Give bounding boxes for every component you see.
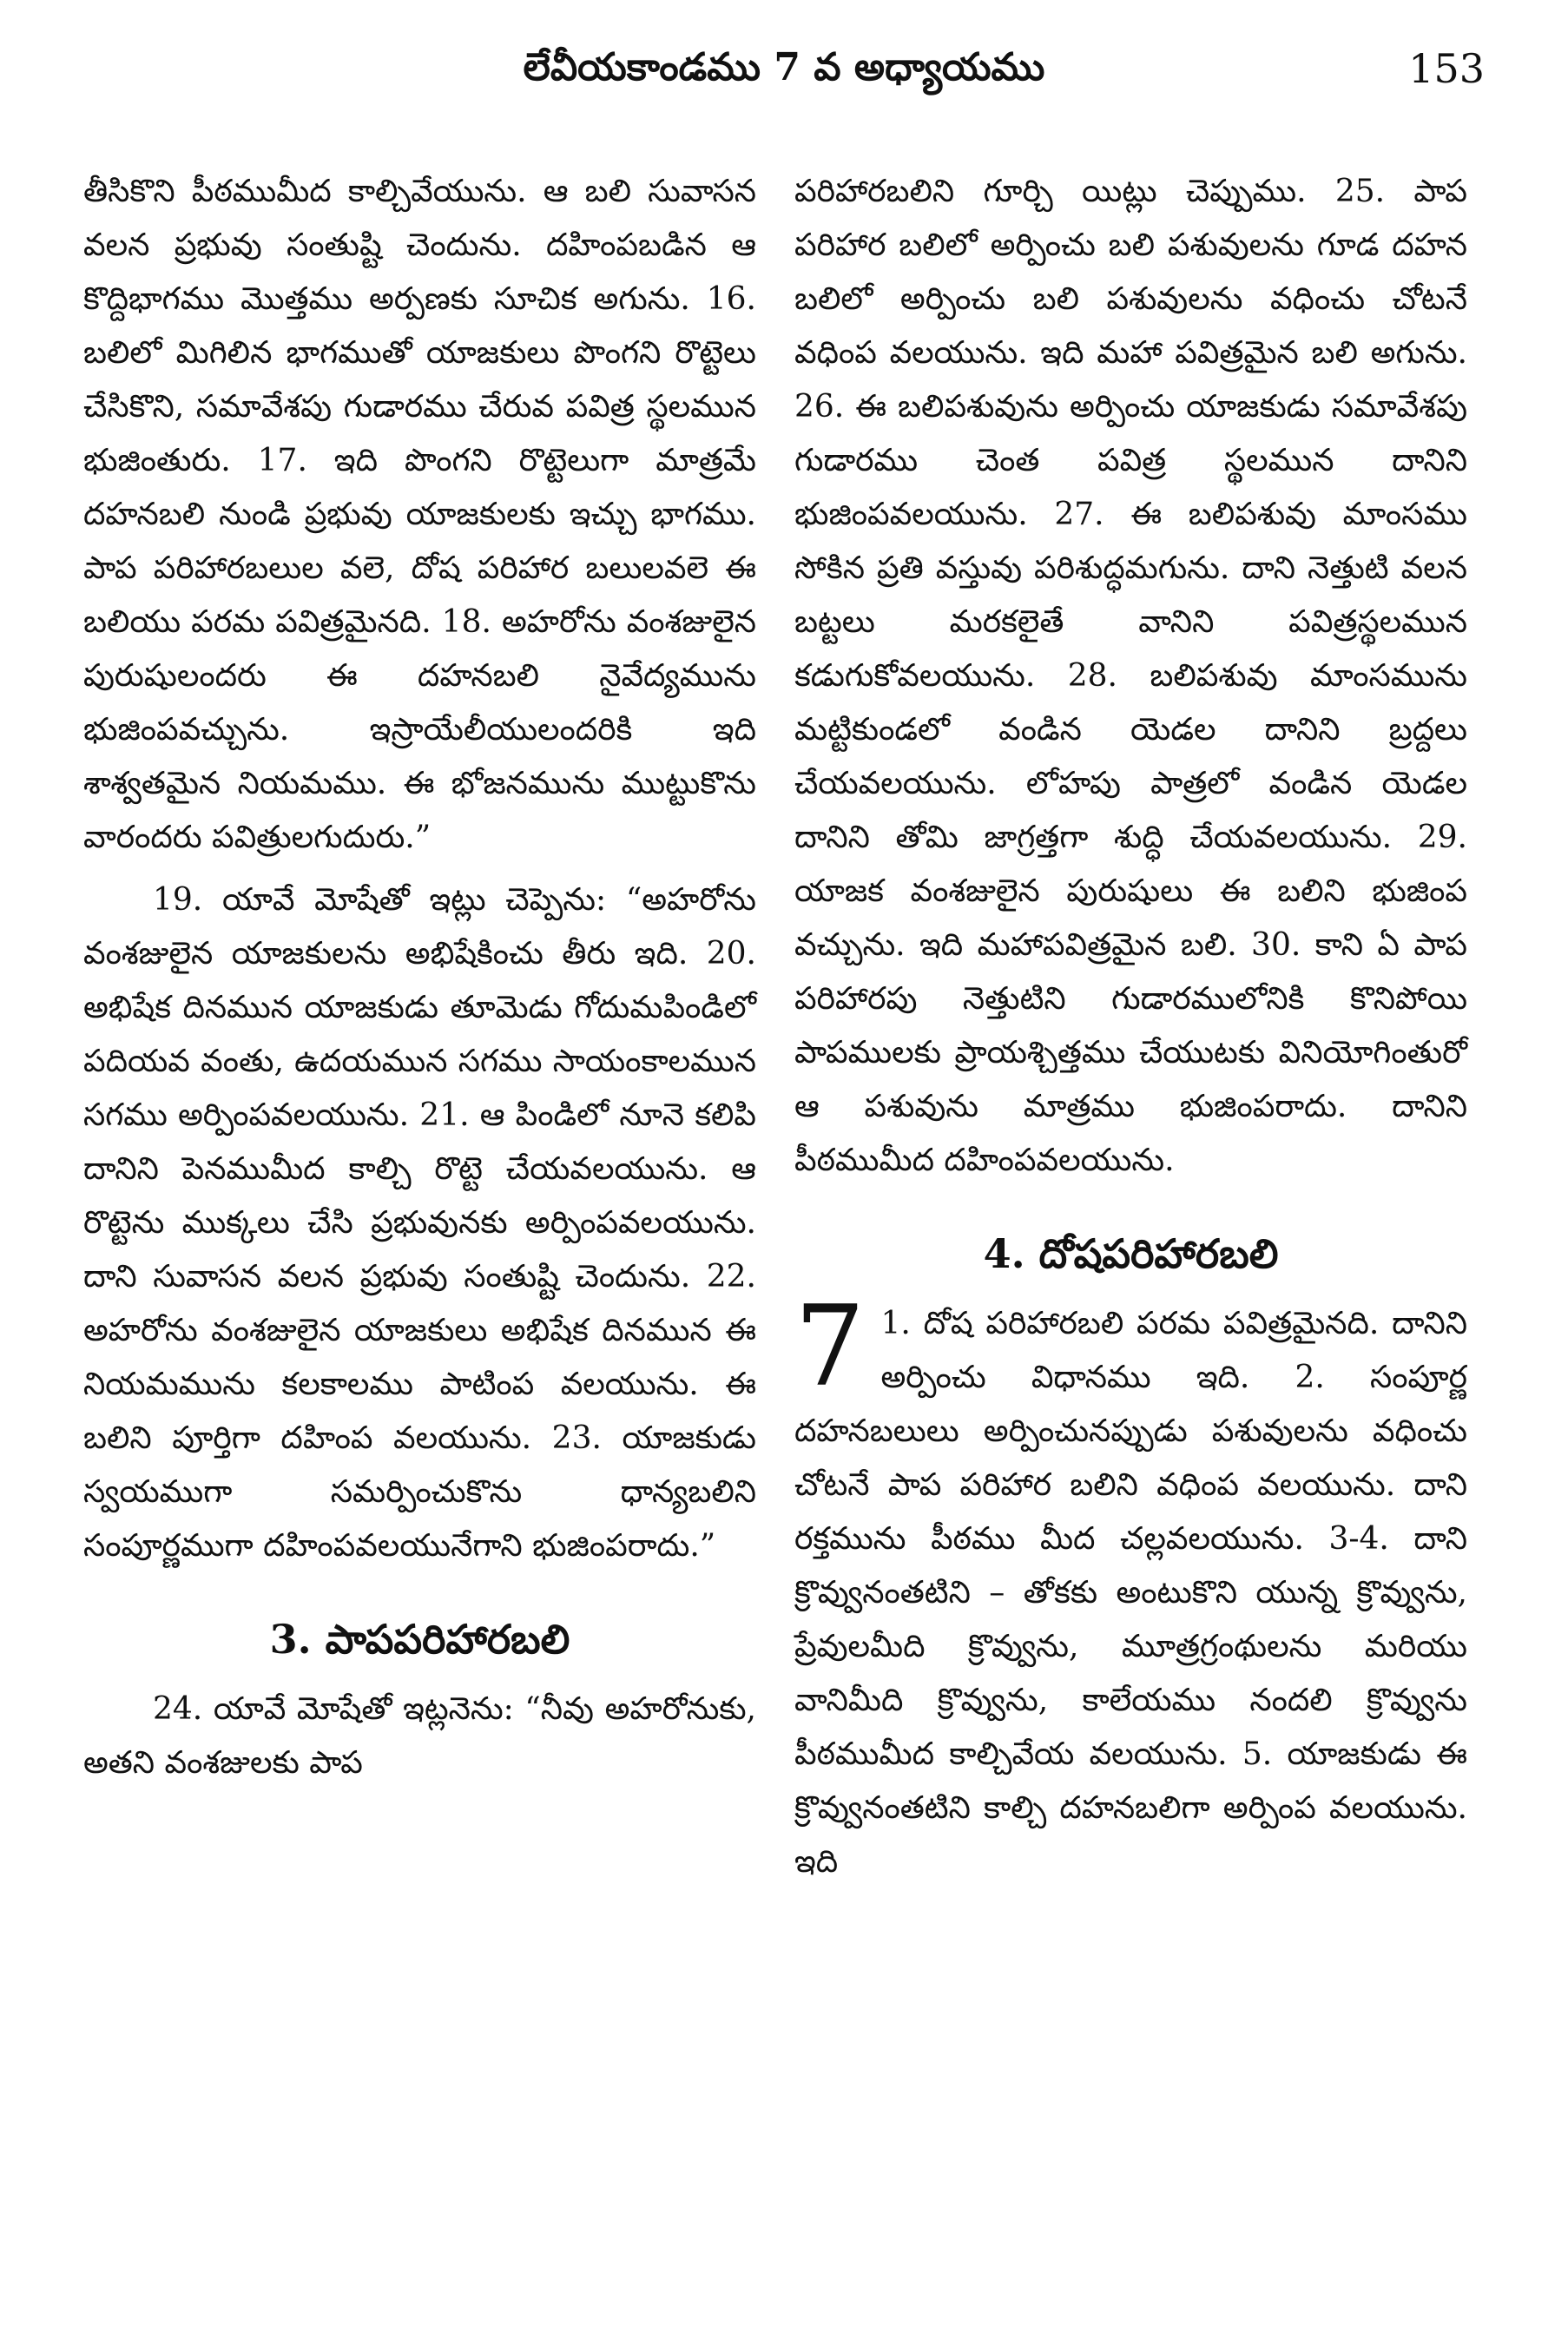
left-paragraph-1: తీసికొని పీఠముమీద కాల్చివేయును. ఆ బలి సువాసన వలన ప్రభువు సంతుష్టి చెందును. దహింపబడిన ఆ కొద్దిభాగము మొత్తము అర్పణకు సూచిక అగును. 16. బలిలో మిగిలిన భాగముతో యాజకులు పొంగని రొట్టెలు చేసికొని, సమావేశపు గుడారము చేరువ పవిత్ర స్థలమున భుజింతురు. 17. ఇది పొంగని రొట్టెలుగా మాత్రమే దహనబలి నుండి ప్రభువు యాజకులకు ఇచ్చు భాగము. పాప పరిహారబలుల వలె, దోష పరిహార బలులవలె ఈ బలియు పరమ పవిత్రమైనది. 18. అహరోను వంశజులైన పురుషులందరు ఈ దహనబలి నైవేద్యమును భుజింపవచ్చును. ఇస్రాయేలీయులందరికి ఇది శాశ్వతమైన నియమము. ఈ భోజనమును ముట్టుకొను వారందరు పవిత్రులగుదురు.”	[83, 174, 756, 855]
section-heading-3: 3. పాపపరిహారబలి	[269, 1616, 570, 1663]
section-heading-4: 4. దోషపరిహారబలి	[983, 1230, 1279, 1277]
chapter-number-dropcap: 7	[794, 1282, 866, 1412]
right-paragraph-2: 1. దోష పరిహారబలి పరమ పవిత్రమైనది. దానిని అర్పించు విధానము ఇది. 2. సంపూర్ణ దహనబలులు అర్పించునప్పుడు పశువులను వధించు చోటనే పాప పరిహార బలిని వధింప వలయును. దాని రక్తమును పీఠము మీద చల్లవలయును. 3-4. దాని క్రొవ్వునంతటిని – తోకకు అంటుకొని యున్న క్రొవ్వును, ప్రేవులమీది క్రొవ్వును, మూత్రగ్రంథులను మరియు వానిమీది క్రొవ్వును, కాలేయము నందలి క్రొవ్వును పీఠముమీద కాల్చివేయ వలయును. 5. యాజకుడు ఈ క్రొవ్వునంతటిని కాల్చి దహనబలిగా అర్పింప వలయును. ఇది	[794, 1306, 1467, 1880]
page-header	[83, 45, 1485, 115]
left-paragraph-3: 24. యావే మోషేతో ఇట్లనెను: “నీవు అహరోనుకు, అతని వంశజులకు పాప	[83, 1691, 756, 1781]
page-number: 153	[1408, 45, 1485, 92]
left-paragraph-2: 19. యావే మోషేతో ఇట్లు చెప్పెను: “అహరోను వంశజులైన యాజకులను అభిషేకించు తీరు ఇది. 20. అభిషేక దినమున యాజకుడు తూమెడు గోదుమపిండిలో పదియవ వంతు, ఉదయమున సగము సాయంకాలమున సగము అర్పింపవలయును. 21. ఆ పిండిలో నూనె కలిపి దానిని పెనముమీద కాల్చి రొట్టె చేయవలయును. ఆ రొట్టెను ముక్కలు చేసి ప్రభువునకు అర్పింపవలయును. దాని సువాసన వలన ప్రభువు సంతుష్టి చెందును. 22. అహరోను వంశజులైన యాజకులు అభిషేక దినమున ఈ నియమమును కలకాలము పాటింప వలయును. ఈ బలిని పూర్తిగా దహింప వలయును. 23. యాజకుడు స్వయముగా సమర్పించుకొను ధాన్యబలిని సంపూర్ణముగా దహింపవలయునేగాని భుజింపరాదు.”	[83, 882, 756, 1564]
left-column	[83, 165, 756, 1799]
chapter-7-opening	[794, 1282, 1467, 1889]
right-paragraph-1: పరిహారబలిని గూర్చి యిట్లు చెప్పుము. 25. పాప పరిహార బలిలో అర్పించు బలి పశువులను గూడ దహన బలిలో అర్పించు బలి పశువులను వధించు చోటనే వధింప వలయును. ఇది మహా పవిత్రమైన బలి అగును. 26. ఈ బలిపశువును అర్పించు యాజకుడు సమావేశపు గుడారము చెంత పవిత్ర స్థలమున దానిని భుజింపవలయును. 27. ఈ బలిపశువు మాంసము సోకిన ప్రతి వస్తువు పరిశుద్ధమగును. దాని నెత్తుటి వలన బట్టలు మరకలైతే వానిని పవిత్రస్థలమున కడుగుకోవలయును. 28. బలిపశువు మాంసమును మట్టికుండలో వండిన యెడల దానిని బ్రద్దలు చేయవలయును. లోహపు పాత్రలో వండిన యెడల దానిని తోమి జాగ్రత్తగా శుద్ధి చేయవలయును. 29. యాజక వంశజులైన పురుషులు ఈ బలిని భుజింప వచ్చును. ఇది మహాపవిత్రమైన బలి. 30. కాని ఏ పాప పరిహారపు నెత్తుటిని గుడారములోనికి కొనిపోయి పాపములకు ప్రాయశ్చిత్తము చేయుటకు వినియోగింతురో ఆ పశువును మాత్రము భుజింపరాదు. దానిని పీఠముమీద దహింపవలయును.	[794, 174, 1467, 1178]
running-title: లేవీయకాండము 7 వ అధ్యాయము	[523, 45, 1045, 89]
right-column	[794, 165, 1467, 1889]
